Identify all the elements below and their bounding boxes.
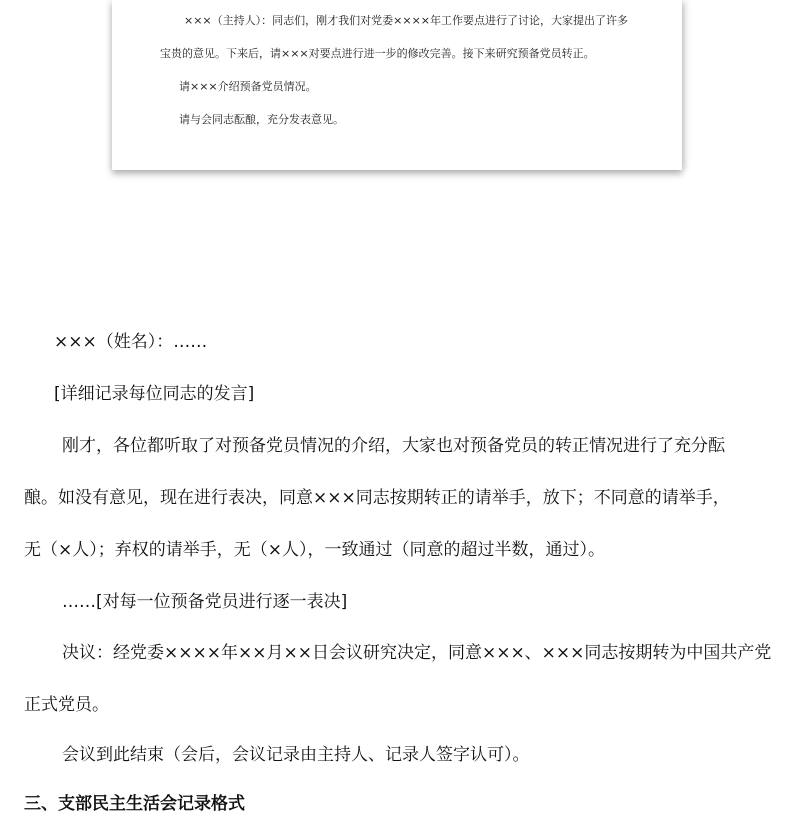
vote-paragraph-line: 酿。如没有意见，现在进行表决，同意×××同志按期转正的请举手，放下；不同意的请举手， bbox=[24, 488, 730, 508]
closing-paragraph-line: 会议到此结束（会后，会议记录由主持人、记录人签字认可）。 bbox=[62, 745, 530, 765]
speaker-record-line: ×××（姓名）：…… bbox=[54, 332, 208, 352]
preview-paragraph-line: 宝贵的意见。下来后，请×××对要点进行进一步的修改完善。接下来研究预备党员转正。 bbox=[160, 47, 595, 60]
preview-paragraph-line: ×××（主持人）：同志们，刚才我们对党委××××年工作要点进行了讨论，大家提出了许多 bbox=[184, 14, 629, 27]
vote-paragraph-line: 刚才，各位都听取了对预备党员情况的介绍，大家也对预备党员的转正情况进行了充分酝 bbox=[62, 436, 725, 456]
bracket-note: ……[对每一位预备党员进行逐一表决] bbox=[62, 592, 348, 612]
bracket-note: [详细记录每位同志的发言] bbox=[54, 384, 255, 404]
vote-paragraph-line: 无（×人）；弃权的请举手，无（×人），一致通过（同意的超过半数，通过）。 bbox=[24, 540, 605, 560]
preview-paragraph-line: 请×××介绍预备党员情况。 bbox=[179, 80, 317, 93]
resolution-paragraph-line: 决议：经党委××××年××月××日会议研究决定，同意×××、×××同志按期转为中国共产党 bbox=[62, 643, 772, 663]
document-preview-card bbox=[112, 0, 682, 170]
preview-paragraph-line: 请与会同志酝酿，充分发表意见。 bbox=[179, 113, 344, 126]
resolution-paragraph-line: 正式党员。 bbox=[24, 695, 109, 715]
section-heading: 三、支部民主生活会记录格式 bbox=[24, 794, 245, 814]
